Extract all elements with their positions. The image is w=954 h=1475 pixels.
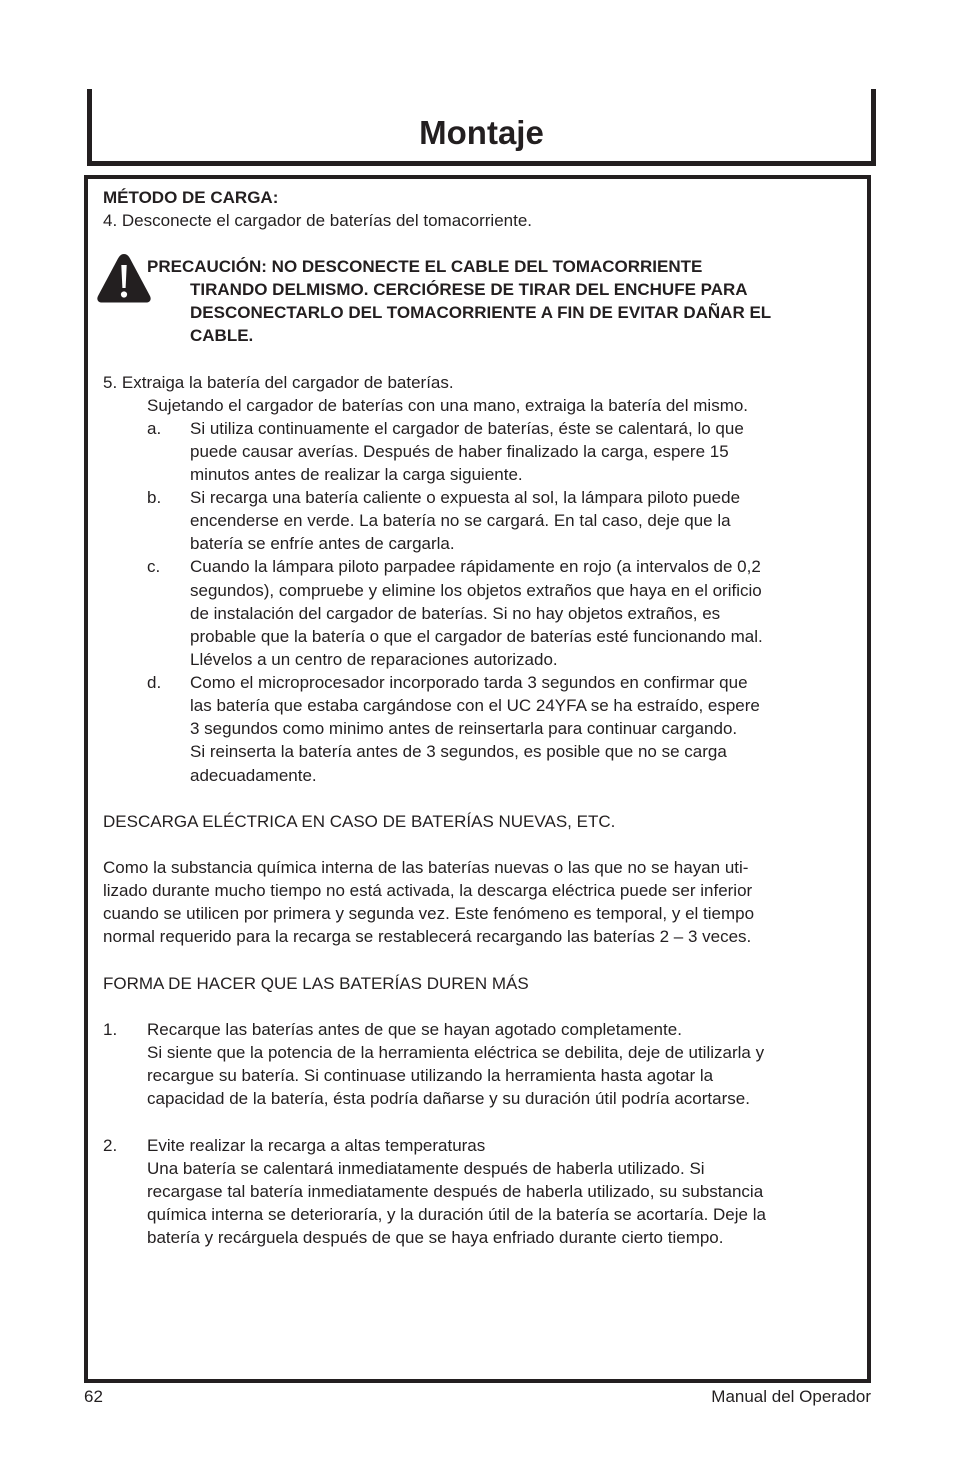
title-box (87, 89, 876, 166)
page-number: 62 (84, 1387, 103, 1406)
step-4: 4. Desconecte el cargador de baterías del tomacorriente. (103, 211, 533, 230)
paragraph-line: lizado durante mucho tiempo no está activada, la descarga eléctrica puede ser inferior (103, 881, 753, 900)
list-item-line: recargase tal batería inmediatamente después de haberla utilizado, su substancia (147, 1182, 764, 1201)
list-item-line: capacidad de la batería, ésta podría dañarse y su duración útil podría acortarse. (147, 1089, 750, 1108)
section-heading-discharge: DESCARGA ELÉCTRICA EN CASO DE BATERÍAS NUEVAS, ETC. (103, 812, 616, 831)
caution-line: TIRANDO DELMISMO. CERCIÓRESE DE TIRAR DEL ENCHUFE PARA (190, 280, 748, 299)
list-item-line: Cuando la lámpara piloto parpadee rápidamente en rojo (a intervalos de 0,2 (190, 557, 761, 576)
list-item-line: encenderse en verde. La batería no se cargará. En tal caso, deje que la (190, 511, 731, 530)
list-item-line: química interna se deterioraría, y la duración útil de la batería se acortaría. Deje la (147, 1205, 766, 1224)
list-item-line: Como el microprocesador incorporado tarda 3 segundos en confirmar que (190, 673, 748, 692)
paragraph-line: cuando se utilicen por primera y segunda vez. Este fenómeno es temporal, y el tiempo (103, 904, 755, 923)
list-item-line: batería y recárguela después de que se haya enfriado durante cierto tiempo. (147, 1228, 724, 1247)
list-item-line: Si utiliza continuamente el cargador de baterías, éste se calentará, lo que (190, 419, 744, 438)
list-marker: 2. (103, 1136, 118, 1155)
list-item-line: adecuadamente. (190, 766, 317, 785)
list-item-line: Recarque las baterías antes de que se hayan agotado completamente. (147, 1020, 682, 1039)
list-item-line: de instalación del cargador de baterías. Si no hay objetos extraños, es (190, 604, 721, 623)
manual-name: Manual del Operador (711, 1387, 871, 1406)
list-item-line: segundos), compruebe y elimine los objetos extraños que haya en el orificio (190, 581, 762, 600)
section-heading-longevity: FORMA DE HACER QUE LAS BATERÍAS DUREN MÁS (103, 974, 529, 993)
list-item-line: batería se enfríe antes de cargarla. (190, 534, 455, 553)
list-item-line: Evite realizar la recarga a altas temperaturas (147, 1136, 486, 1155)
list-marker: 1. (103, 1020, 118, 1039)
list-item-line: minutos antes de realizar la carga siguiente. (190, 465, 523, 484)
list-item-line: Una batería se calentará inmediatamente después de haberla utilizado. Si (147, 1159, 705, 1178)
caution-line: DESCONECTARLO DEL TOMACORRIENTE A FIN DE EVITAR DAÑAR EL (190, 303, 772, 322)
list-item-line: Si siente que la potencia de la herramienta eléctrica se debilita, deje de utilizarla y (147, 1043, 765, 1062)
list-item-line: recargue su batería. Si continuase utilizando la herramienta hasta agotar la (147, 1066, 714, 1085)
list-marker: a. (147, 419, 162, 438)
step-5-title: 5. Extraiga la batería del cargador de baterías. (103, 373, 454, 392)
warning-triangle-icon (96, 252, 152, 304)
caution-line: CABLE. (190, 326, 254, 345)
list-item-line: Si reinserta la batería antes de 3 segundos, es posible que no se carga (190, 742, 727, 761)
list-item-line: Llévelos a un centro de reparaciones autorizado. (190, 650, 558, 669)
section-heading-charge-method: MÉTODO DE CARGA: (103, 188, 279, 207)
list-item-line: probable que la batería o que el cargador de baterías esté funcionando mal. (190, 627, 763, 646)
paragraph-line: normal requerido para la recarga se restablecerá recargando las baterías 2 – 3 veces. (103, 927, 752, 946)
list-marker: c. (147, 557, 161, 576)
paragraph-line: Como la substancia química interna de las baterías nuevas o las que no se hayan uti- (103, 858, 749, 877)
caution-line: PRECAUCIÓN: NO DESCONECTE EL CABLE DEL TOMACORRIENTE (147, 257, 703, 276)
list-item-line: puede causar averías. Después de haber finalizado la carga, espere 15 (190, 442, 729, 461)
list-item-line: 3 segundos como minimo antes de reinsertarla para continuar cargando. (190, 719, 738, 738)
list-item-line: Si recarga una batería caliente o expuesta al sol, la lámpara piloto puede (190, 488, 741, 507)
step-5-intro: Sujetando el cargador de baterías con una mano, extraiga la batería del mismo. (147, 396, 749, 415)
list-item-line: las batería que estaba cargándose con el UC 24YFA se ha estraído, espere (190, 696, 760, 715)
list-marker: d. (147, 673, 162, 692)
page-title: Montaje (419, 114, 544, 151)
list-marker: b. (147, 488, 162, 507)
